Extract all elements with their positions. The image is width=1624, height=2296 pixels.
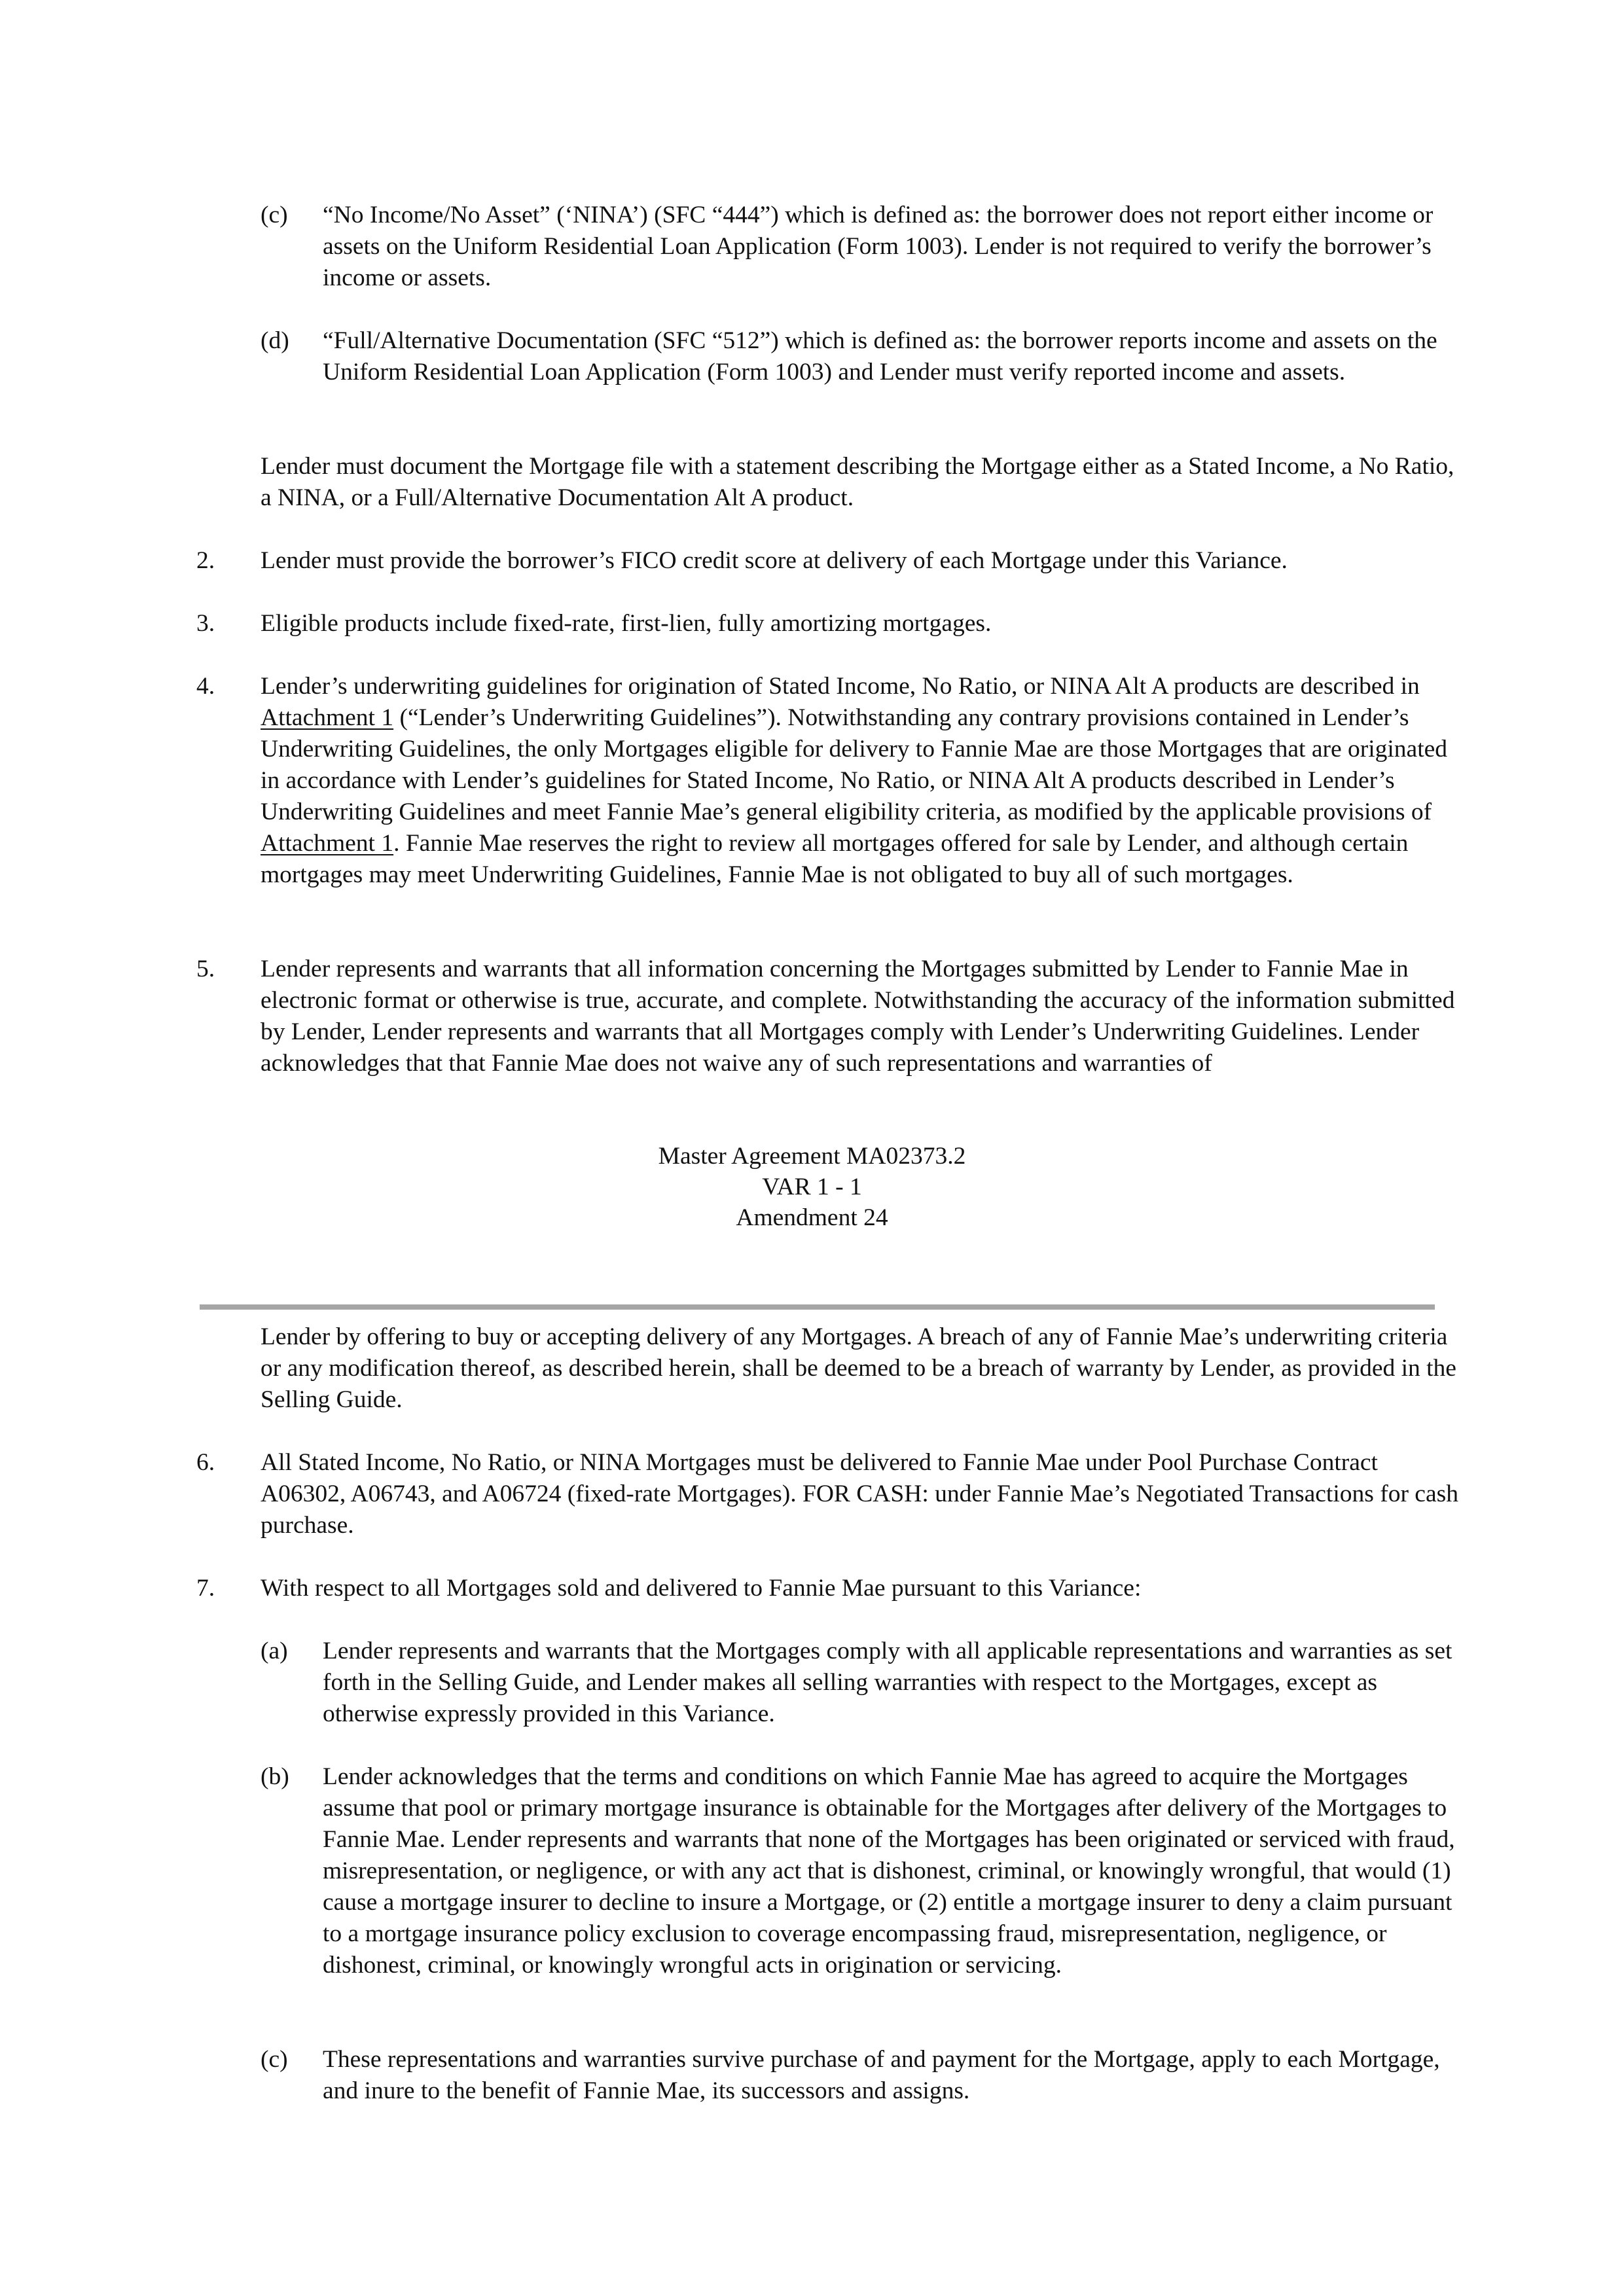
attachment-1-reference-2: Attachment 1 bbox=[261, 830, 394, 857]
page-footer bbox=[0, 1141, 1624, 1233]
item-2-text: Lender must provide the borrower’s FICO credit score at delivery of each Mortgage under this Variance. bbox=[261, 547, 1288, 574]
item-c-text: “No Income/No Asset” (‘NINA’) (SFC “444”) which is defined as: the borrower does not report either income or assets on the Uniform Residential Loan Application (Form 1003). Lender is not required to verify the borrower’s income or assets. bbox=[323, 202, 1434, 291]
item-7-text: With respect to all Mortgages sold and delivered to Fannie Mae pursuant to this Variance: bbox=[261, 1575, 1142, 1602]
item-4-text-part3: . Fannie Mae reserves the right to review all mortgages offered for sale by Lender, and although certain mortgages may meet Underwriting Guidelines, Fannie Mae is not obligated to buy all of such mortgages. bbox=[261, 830, 1409, 888]
item-7a-text: Lender represents and warrants that the Mortgages comply with all applicable representations and warranties as set forth in the Selling Guide, and Lender makes all selling warranties with respect to the Mortgages, except as otherwise expressly provided in this Variance. bbox=[323, 1638, 1453, 1727]
item-5-text: Lender represents and warrants that all information concerning the Mortgages submitted by Lender to Fannie Mae in electronic format or otherwise is true, accurate, and complete. Notwithstanding the accuracy of the information submitted by Lender, Lender represents and warrants that all Mortgages comply with Lender’s Underwriting Guidelines. Lender acknowledges that that Fannie Mae does not waive any of such representations and warranties of bbox=[261, 956, 1455, 1077]
item-7a-marker: (a) bbox=[261, 1638, 288, 1664]
footer-master-agreement: Master Agreement MA02373.2 bbox=[658, 1143, 966, 1170]
item-6-text: All Stated Income, No Ratio, or NINA Mortgages must be delivered to Fannie Mae under Pool Purchase Contract A06302, A06743, and A06724 (fixed-rate Mortgages). FOR CASH: under Fannie Mae’s Negotiated Transactions for cash purchase. bbox=[261, 1449, 1458, 1539]
footer-amendment: Amendment 24 bbox=[736, 1204, 888, 1231]
item-7b-marker: (b) bbox=[261, 1763, 289, 1790]
item-7c-text: These representations and warranties survive purchase of and payment for the Mortgage, apply to each Mortgage, and inure to the benefit of Fannie Mae, its successors and assigns. bbox=[323, 2046, 1440, 2104]
item-7-marker: 7. bbox=[196, 1575, 215, 1602]
item-c-marker: (c) bbox=[261, 202, 288, 228]
item-7b-text: Lender acknowledges that the terms and conditions on which Fannie Mae has agreed to acquire the Mortgages assume that pool or primary mortgage insurance is obtainable for the Mortgages after delivery of the Mortgages to Fannie Mae. Lender represents and warrants that none of the Mortgages has been originated or serviced with fraud, misrepresentation, or negligence, or with any act that is dishonest, criminal, or knowingly wrongful, that would (1) cause a mortgage insurer to decline to insure a Mortgage, or (2) entitle a mortgage insurer to deny a claim pursuant to a mortgage insurance policy exclusion to coverage encompassing fraud, misrepresentation, negligence, or dishonest, criminal, or knowingly wrongful acts in origination or servicing. bbox=[323, 1763, 1455, 1979]
item-6-marker: 6. bbox=[196, 1449, 215, 1476]
item-5-marker: 5. bbox=[196, 956, 215, 982]
item-d-marker: (d) bbox=[261, 327, 289, 354]
item-7c-marker: (c) bbox=[261, 2046, 288, 2073]
item-2-marker: 2. bbox=[196, 547, 215, 574]
footer-variance-page: VAR 1 - 1 bbox=[762, 1174, 862, 1200]
continuation-paragraph: Lender by offering to buy or accepting delivery of any Mortgages. A breach of any of Fannie Mae’s underwriting criteria or any modification thereof, as described herein, shall be deemed to be a breach of warranty by Lender, as provided in the Selling Guide. bbox=[261, 1323, 1456, 1413]
document-statement-paragraph: Lender must document the Mortgage file with a statement describing the Mortgage either as a Stated Income, a No Ratio, a NINA, or a Full/Alternative Documentation Alt A product. bbox=[261, 453, 1454, 511]
page-break-divider bbox=[200, 1304, 1435, 1310]
item-3-marker: 3. bbox=[196, 610, 215, 637]
attachment-1-reference: Attachment 1 bbox=[261, 704, 394, 731]
item-4-text-part2: (“Lender’s Underwriting Guidelines”). Notwithstanding any contrary provisions contained in Lender’s Underwriting Guidelines, the only Mortgages eligible for delivery to Fannie Mae are those Mortgages that are originated in accordance with Lender’s guidelines for Stated Income, No Ratio, or NINA Alt A products described in Lender’s Underwriting Guidelines and meet Fannie Mae’s general eligibility criteria, as modified by the applicable provisions of bbox=[261, 704, 1448, 825]
item-4-marker: 4. bbox=[196, 673, 215, 700]
item-3-text: Eligible products include fixed-rate, first-lien, fully amortizing mortgages. bbox=[261, 610, 992, 637]
item-4-text bbox=[261, 671, 1458, 891]
item-4-text-part1: Lender’s underwriting guidelines for origination of Stated Income, No Ratio, or NINA Alt A products are described in bbox=[261, 673, 1420, 700]
item-d-text: “Full/Alternative Documentation (SFC “512”) which is defined as: the borrower reports income and assets on the Uniform Residential Loan Application (Form 1003) and Lender must verify reported income and assets. bbox=[323, 327, 1437, 386]
